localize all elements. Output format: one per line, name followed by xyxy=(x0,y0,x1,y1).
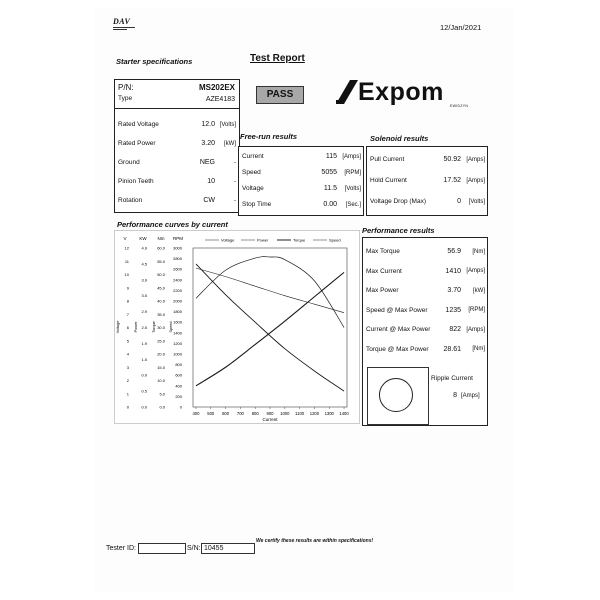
solenoid-row-label: Voltage Drop (Max) xyxy=(370,198,426,205)
solenoid-row-value: 17.52 xyxy=(443,177,461,184)
legend-label: Voltage xyxy=(221,237,235,243)
perf-row-value: 1410 xyxy=(445,267,461,275)
starter-row-value: CW xyxy=(203,197,215,204)
y-tick-label: 15.0 xyxy=(157,364,165,370)
ripple-value: 8 xyxy=(453,392,457,399)
y-tick-label: 2200 xyxy=(173,287,182,293)
pn-label: P/N: xyxy=(118,83,134,92)
starter-row-unit: [Volts] xyxy=(219,121,236,128)
starter-heading: Starter specifications xyxy=(116,57,193,66)
starter-row-unit: - xyxy=(234,197,236,204)
solenoid-panel xyxy=(366,146,488,216)
y-tick-label: 0 xyxy=(179,404,182,410)
series-line-torque xyxy=(196,272,344,385)
freerun-row-value: 5055 xyxy=(321,169,337,176)
perf-row-unit: [Nm] xyxy=(472,248,485,255)
y-tick-label: 50.0 xyxy=(157,272,165,277)
legend-label: Torque xyxy=(293,237,306,243)
perf-row-value: 1235 xyxy=(445,306,461,314)
x-tick-label: 1000 xyxy=(280,411,290,416)
y-tick-label: 20.0 xyxy=(157,351,165,357)
y-tick-label: 2400 xyxy=(173,277,182,283)
y-tick-label: 2000 xyxy=(173,298,182,304)
y-tick-label: 2800 xyxy=(173,256,182,262)
brand-mark-icon xyxy=(336,78,358,104)
starter-row-label: Pinion Teeth xyxy=(118,178,154,185)
perf-row-label: Speed @ Max Power xyxy=(366,306,428,314)
y-tick-label: 0.9 xyxy=(141,372,147,378)
solenoid-row-label: Pull Current xyxy=(370,156,405,163)
logo-text: DAV xyxy=(113,17,131,26)
starter-row-unit: - xyxy=(234,178,236,185)
freerun-heading: Free-run results xyxy=(240,132,298,141)
solenoid-heading: Solenoid results xyxy=(370,134,429,143)
y-tick-label: 600 xyxy=(175,372,182,378)
report-date: 12/Jan/2021 xyxy=(440,23,482,32)
ripple-circle-icon xyxy=(379,378,413,412)
freerun-row-unit: [Sec.] xyxy=(345,201,361,208)
freerun-row-label: Current xyxy=(242,153,264,160)
solenoid-row-unit: [Amps] xyxy=(466,156,485,163)
sn-label: S/N: xyxy=(187,545,201,552)
y-tick-label: 0.0 xyxy=(159,404,165,410)
y-tick-label: 9 xyxy=(126,285,129,291)
axis-header: Nm xyxy=(157,236,165,241)
starter-row-label: Ground xyxy=(118,159,140,166)
y-tick-label: 5.0 xyxy=(159,391,165,397)
status-text: PASS xyxy=(266,89,294,100)
y-axis-name: Power xyxy=(134,321,138,333)
y-tick-label: 4 xyxy=(126,351,129,357)
y-tick-label: 4.5 xyxy=(141,261,147,267)
y-tick-label: 35.0 xyxy=(157,311,165,317)
starter-row-value: 12.0 xyxy=(201,121,215,128)
x-tick-label: 800 xyxy=(251,411,259,416)
freerun-row-unit: [Amps] xyxy=(342,153,361,160)
y-tick-label: 60.0 xyxy=(157,245,165,251)
y-tick-label: 2 xyxy=(126,378,129,383)
y-tick-label: 3 xyxy=(126,364,129,370)
starter-row-label: Rotation xyxy=(118,197,143,204)
y-tick-label: 8 xyxy=(126,298,129,304)
y-tick-label: 3.5 xyxy=(141,293,147,299)
solenoid-row-value: 50.92 xyxy=(443,156,461,163)
x-axis-label: Current xyxy=(262,417,278,422)
pn-value: MS202EX xyxy=(198,83,235,92)
y-tick-label: 4.9 xyxy=(141,245,147,251)
plot-area xyxy=(193,248,347,407)
legend-label: Power xyxy=(257,237,269,243)
y-tick-label: 400 xyxy=(175,383,182,389)
freerun-row-unit: [RPM] xyxy=(344,169,361,176)
serial-number-field[interactable] xyxy=(201,543,255,554)
y-tick-label: 200 xyxy=(175,393,182,399)
y-tick-label: 0 xyxy=(126,404,129,410)
solenoid-row-label: Hold Current xyxy=(370,177,407,184)
serial-number-value: 10455 xyxy=(204,545,224,552)
y-tick-label: 1400 xyxy=(173,330,182,336)
y-tick-label: 2.9 xyxy=(141,309,147,315)
y-tick-label: 55.0 xyxy=(157,258,165,264)
solenoid-row-unit: [Amps] xyxy=(466,177,485,184)
y-tick-label: 25.0 xyxy=(157,338,165,344)
x-tick-label: 1100 xyxy=(295,411,305,416)
y-tick-label: 1 xyxy=(126,391,129,397)
brand-logo xyxy=(336,76,476,112)
freerun-row-label: Speed xyxy=(242,169,261,176)
x-tick-label: 1300 xyxy=(324,411,334,416)
x-tick-label: 600 xyxy=(222,411,230,416)
axis-header: KW xyxy=(139,236,147,241)
y-tick-label: 1200 xyxy=(173,340,182,346)
x-tick-label: 500 xyxy=(207,411,215,416)
performance-panel xyxy=(362,237,488,365)
y-tick-label: 0.0 xyxy=(141,404,147,410)
y-axis-name: Torque xyxy=(152,321,156,333)
x-tick-label: 400 xyxy=(192,411,200,416)
perf-row-label: Max Torque xyxy=(366,248,400,255)
perf-row-label: Max Power xyxy=(366,287,399,294)
y-tick-label: 10 xyxy=(124,272,129,277)
y-tick-label: 30.0 xyxy=(157,325,165,330)
y-tick-label: 1600 xyxy=(173,319,182,325)
starter-row-value: 3.20 xyxy=(201,140,215,147)
y-tick-label: 800 xyxy=(175,362,182,368)
freerun-row-label: Voltage xyxy=(242,185,264,192)
perf-row-label: Torque @ Max Power xyxy=(366,345,429,353)
tester-label: Tester ID: xyxy=(106,545,136,552)
freerun-row-value: 11.5 xyxy=(323,185,337,192)
y-tick-label: 10.0 xyxy=(157,378,165,383)
starter-row-unit: [kW] xyxy=(224,140,236,147)
y-axis-name: Voltage xyxy=(116,320,120,334)
starter-row-unit: - xyxy=(234,159,236,166)
y-tick-label: 7 xyxy=(126,311,129,317)
y-tick-label: 3000 xyxy=(173,245,182,251)
y-tick-label: 1.9 xyxy=(141,340,147,346)
certify-text: We certify these results are within specifications! xyxy=(256,538,374,544)
performance-heading: Performance results xyxy=(362,226,435,235)
perf-row-label: Max Current xyxy=(366,267,402,275)
perf-row-value: 56.9 xyxy=(447,248,461,255)
perf-row-value: 822 xyxy=(449,326,461,333)
x-tick-label: 1400 xyxy=(339,411,349,416)
solenoid-row-value: 0 xyxy=(457,198,461,205)
starter-specs-panel xyxy=(114,79,240,213)
y-tick-label: 40.0 xyxy=(157,298,165,304)
company-logo xyxy=(113,17,135,33)
y-tick-label: 12 xyxy=(124,245,129,251)
perf-row-unit: [kW] xyxy=(473,287,485,294)
series-line-power xyxy=(196,257,344,328)
brand-subtext: EWIDZYN xyxy=(450,104,469,108)
y-tick-label: 2.5 xyxy=(141,325,147,330)
x-tick-label: 1200 xyxy=(309,411,320,416)
freerun-row-value: 115 xyxy=(325,153,337,160)
tester-id-field[interactable] xyxy=(138,543,186,554)
freerun-row-label: Stop Time xyxy=(242,201,272,208)
perf-row-unit: [Nm] xyxy=(472,346,485,352)
y-tick-label: 1000 xyxy=(173,351,182,357)
perf-row-unit: [RPM] xyxy=(468,307,485,313)
curves-heading: Performance curves by current xyxy=(117,220,228,229)
y-tick-label: 1.5 xyxy=(141,356,147,362)
perf-row-label: Current @ Max Power xyxy=(366,326,431,333)
starter-row-value: NEG xyxy=(199,159,215,166)
legend-label: Speed xyxy=(329,237,341,243)
page-title: Test Report xyxy=(250,53,305,64)
ripple-unit: [Amps] xyxy=(461,393,480,399)
axis-header: V xyxy=(123,236,127,241)
x-tick-label: 700 xyxy=(236,411,244,416)
freerun-panel xyxy=(238,146,364,216)
perf-row-value: 3.70 xyxy=(447,287,461,294)
y-tick-label: 0.5 xyxy=(141,388,147,394)
performance-chart xyxy=(114,230,360,424)
type-label: Type xyxy=(118,95,133,102)
y-axis-name: Speed xyxy=(169,321,173,333)
y-tick-label: 6 xyxy=(126,325,129,330)
y-tick-label: 11 xyxy=(124,258,129,264)
brand-name: Expom xyxy=(358,78,444,106)
y-tick-label: 1800 xyxy=(173,309,182,315)
y-tick-label: 45.0 xyxy=(157,285,165,291)
perf-row-unit: [Amps] xyxy=(466,268,485,274)
perf-row-value: 28.61 xyxy=(443,345,461,353)
y-tick-label: 3.9 xyxy=(141,277,147,283)
freerun-row-value: 0.00 xyxy=(323,201,337,208)
y-tick-label: 5 xyxy=(126,338,129,344)
type-value: AZE4183 xyxy=(205,96,235,103)
freerun-row-unit: [Volts] xyxy=(344,185,361,192)
starter-row-label: Rated Voltage xyxy=(118,121,159,128)
solenoid-row-unit: [Volts] xyxy=(468,198,485,205)
starter-row-label: Rated Power xyxy=(118,140,156,147)
axis-header: RPM xyxy=(173,236,183,241)
ripple-label: Ripple Current xyxy=(431,375,473,382)
y-tick-label: 2600 xyxy=(173,266,182,272)
starter-row-value: 10 xyxy=(207,178,215,185)
ripple-panel xyxy=(362,363,488,426)
perf-row-unit: [Amps] xyxy=(466,326,485,333)
status-badge xyxy=(256,86,304,104)
x-tick-label: 900 xyxy=(266,411,274,416)
